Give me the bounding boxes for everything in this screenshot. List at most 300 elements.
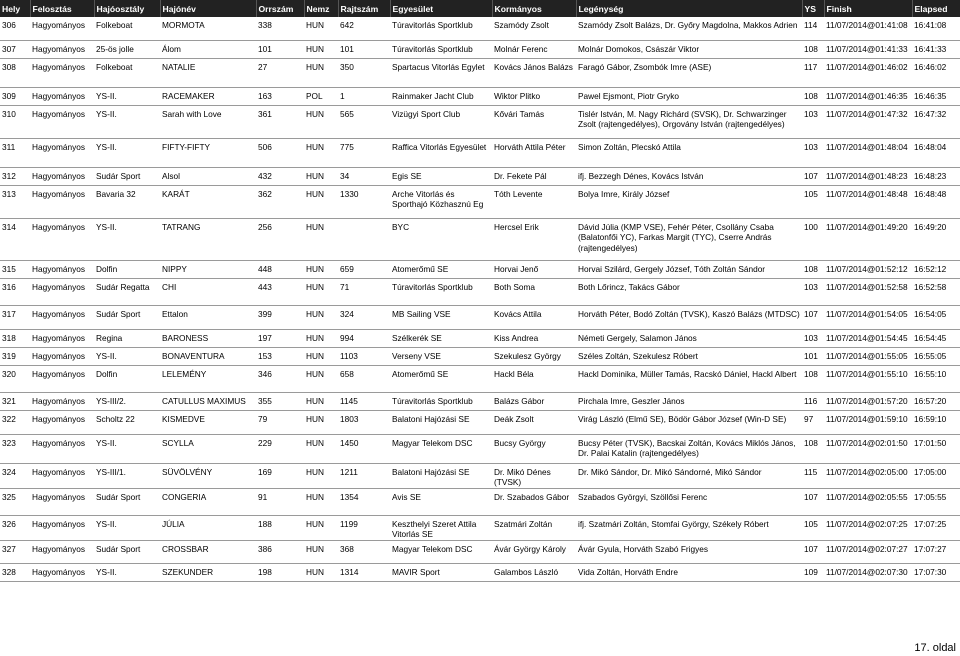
table-cell: 11/07/2014@01:59:10 bbox=[826, 413, 908, 424]
table-cell: Raffica Vitorlás Egyesület bbox=[392, 141, 487, 152]
table-cell: HUN bbox=[306, 413, 324, 424]
table-cell: Szamódy Zsolt Balázs, Dr. Győry Magdolna, Makkos Adrien bbox=[578, 20, 798, 30]
table-cell: 198 bbox=[258, 566, 272, 577]
table-cell: 108 bbox=[804, 43, 818, 54]
table-cell: 658 bbox=[340, 368, 354, 379]
table-cell: 775 bbox=[340, 141, 354, 152]
table-cell: Magyar Telekom DSC bbox=[392, 543, 473, 554]
table-cell: Virág László (Elmű SE), Bödör Gábor József (Win-D SE) bbox=[578, 413, 787, 424]
table-row bbox=[0, 17, 960, 40]
table-cell: 107 bbox=[804, 491, 818, 502]
table-cell: YS-II. bbox=[96, 518, 117, 529]
table-cell: SZEKUNDER bbox=[162, 566, 214, 577]
table-row bbox=[0, 167, 960, 185]
table-cell: HUN bbox=[306, 170, 324, 181]
table-cell: HUN bbox=[306, 395, 324, 406]
table-cell: Deák Zsolt bbox=[494, 413, 534, 424]
table-cell: YS-II. bbox=[96, 90, 117, 101]
table-cell: Horváth Péter, Bodó Zoltán (TVSK), Kaszó Balázs (MTDSC) bbox=[578, 308, 800, 319]
table-row bbox=[0, 463, 960, 488]
table-cell: 327 bbox=[2, 543, 16, 554]
column-header: Kormányos bbox=[492, 0, 576, 17]
table-cell: HUN bbox=[306, 20, 324, 30]
table-row bbox=[0, 365, 960, 392]
table-cell: HUN bbox=[306, 281, 324, 292]
table-cell: 103 bbox=[804, 108, 818, 119]
column-header: Legénység bbox=[576, 0, 802, 17]
table-cell: Szatmári Zoltán bbox=[494, 518, 553, 529]
table-cell: 11/07/2014@02:05:00 bbox=[826, 466, 908, 477]
table-cell: Arche Vitorlás és Sporthajó Közhasznú Eg bbox=[392, 188, 484, 209]
table-cell: Dolfin bbox=[96, 368, 118, 379]
table-cell: 317 bbox=[2, 308, 16, 319]
table-row bbox=[0, 185, 960, 218]
table-row bbox=[0, 540, 960, 563]
table-cell: Atomerőmű SE bbox=[392, 368, 449, 379]
table-cell: ifj. Szatmári Zoltán, Stomfai György, Székely Róbert bbox=[578, 518, 769, 529]
table-cell: 319 bbox=[2, 350, 16, 361]
table-cell: 1211 bbox=[340, 466, 358, 477]
table-cell: 17:07:30 bbox=[914, 566, 947, 577]
table-cell: Álom bbox=[162, 43, 181, 54]
table-cell: 1330 bbox=[340, 188, 359, 199]
table-cell: HUN bbox=[306, 263, 324, 274]
table-cell: 16:54:45 bbox=[914, 332, 947, 343]
table-row bbox=[0, 87, 960, 105]
table-cell: Spartacus Vitorlás Egylet bbox=[392, 61, 485, 72]
table-cell: 642 bbox=[340, 20, 354, 30]
table-row bbox=[0, 260, 960, 278]
table-cell: Hagyományos bbox=[32, 413, 86, 424]
table-cell: 448 bbox=[258, 263, 272, 274]
table-cell: Hagyományos bbox=[32, 566, 86, 577]
table-cell: Both Lőrincz, Takács Gábor bbox=[578, 281, 680, 292]
table-cell: Szamódy Zsolt bbox=[494, 20, 549, 30]
table-cell: Faragó Gábor, Zsombók Imre (ASE) bbox=[578, 61, 712, 72]
table-cell: POL bbox=[306, 90, 323, 101]
table-cell: Tislér István, M. Nagy Richárd (SVSK), Dr. Schwarzinger Zsolt (rajtengedélyes), Orgovány István (rajtengedélyes) bbox=[578, 108, 787, 129]
table-cell: 307 bbox=[2, 43, 16, 54]
table-cell: 368 bbox=[340, 543, 354, 554]
table-cell: Ávár Gyula, Horváth Szabó Frigyes bbox=[578, 543, 709, 554]
table-cell: Túravitorlás Sportklub bbox=[392, 20, 473, 30]
table-row bbox=[0, 138, 960, 167]
table-cell: RACEMAKER bbox=[162, 90, 215, 101]
table-cell: Túravitorlás Sportklub bbox=[392, 43, 473, 54]
table-cell: CONGERIA bbox=[162, 491, 207, 502]
table-cell: 17:01:50 bbox=[914, 437, 947, 448]
table-cell: 16:59:10 bbox=[914, 413, 947, 424]
table-cell: 103 bbox=[804, 281, 818, 292]
table-cell: 361 bbox=[258, 108, 272, 119]
table-cell: 324 bbox=[2, 466, 16, 477]
page-number: 17. oldal bbox=[914, 642, 956, 654]
table-row bbox=[0, 410, 960, 434]
table-cell: 311 bbox=[2, 141, 16, 152]
table-cell: Hagyományos bbox=[32, 543, 86, 554]
table-cell: 105 bbox=[804, 188, 818, 199]
table-cell: Ávár György Károly bbox=[494, 543, 566, 554]
table-cell: Dr. Mikó Dénes (TVSK) bbox=[494, 466, 551, 487]
table-cell: 11/07/2014@01:41:08 bbox=[826, 20, 908, 30]
table-cell: Tóth Levente bbox=[494, 188, 543, 199]
table-cell: LELEMÉNY bbox=[162, 368, 207, 379]
table-cell: 97 bbox=[804, 413, 814, 424]
table-cell: 188 bbox=[258, 518, 272, 529]
table-cell: Túravitorlás Sportklub bbox=[392, 395, 473, 406]
table-cell: YS-II. bbox=[96, 141, 117, 152]
table-cell: Túravitorlás Sportklub bbox=[392, 281, 473, 292]
table-cell: 994 bbox=[340, 332, 354, 343]
table-cell: 320 bbox=[2, 368, 16, 379]
table-cell: 326 bbox=[2, 518, 16, 529]
table-cell: 1 bbox=[340, 90, 345, 101]
table-cell: 316 bbox=[2, 281, 16, 292]
table-cell: Hagyományos bbox=[32, 170, 86, 181]
table-cell: KARÁT bbox=[162, 188, 190, 199]
table-cell: 105 bbox=[804, 518, 818, 529]
table-cell: 323 bbox=[2, 437, 16, 448]
table-cell: 11/07/2014@02:07:25 bbox=[826, 518, 908, 529]
table-cell: Folkeboat bbox=[96, 61, 133, 72]
table-cell: 16:52:58 bbox=[914, 281, 947, 292]
table-cell: Balázs Gábor bbox=[494, 395, 545, 406]
table-cell: Szekulesz György bbox=[494, 350, 561, 361]
table-cell: SÜVÖLVÉNY bbox=[162, 466, 213, 477]
table-cell: Egis SE bbox=[392, 170, 422, 181]
table-cell: 1103 bbox=[340, 350, 358, 361]
table-cell: Molnár Domokos, Császár Viktor bbox=[578, 43, 700, 54]
table-cell: 103 bbox=[804, 141, 818, 152]
table-cell: 114 bbox=[804, 20, 818, 30]
table-cell: Sudár Regatta bbox=[96, 281, 150, 292]
table-cell: 109 bbox=[804, 566, 818, 577]
table-cell: 101 bbox=[804, 350, 818, 361]
table-cell: Bolya Imre, Király József bbox=[578, 188, 670, 199]
column-header: Nemz bbox=[304, 0, 338, 17]
table-cell: 17:07:27 bbox=[914, 543, 947, 554]
table-cell: 312 bbox=[2, 170, 16, 181]
table-cell: 11/07/2014@01:57:20 bbox=[826, 395, 908, 406]
table-cell: Bucsy Péter (TVSK), Bacskai Zoltán, Kovács Miklós János, Dr. Palai Katalin (rajtengedélyes) bbox=[578, 437, 796, 458]
table-cell: 11/07/2014@01:55:10 bbox=[826, 368, 908, 379]
table-cell: Hagyományos bbox=[32, 263, 86, 274]
table-cell: 11/07/2014@01:55:05 bbox=[826, 350, 908, 361]
table-cell: HUN bbox=[306, 188, 324, 199]
table-cell: Hackl Dominika, Müller Tamás, Racskó Dániel, Hackl Albert bbox=[578, 368, 797, 379]
table-cell: HUN bbox=[306, 368, 324, 379]
table-cell: 107 bbox=[804, 170, 818, 181]
table-cell: 1803 bbox=[340, 413, 359, 424]
table-cell: 11/07/2014@01:52:58 bbox=[826, 281, 908, 292]
table-cell: YS-II. bbox=[96, 437, 117, 448]
table-cell: CATULLUS MAXIMUS bbox=[162, 395, 246, 406]
table-cell: Vida Zoltán, Horváth Endre bbox=[578, 566, 678, 577]
table-row bbox=[0, 434, 960, 463]
table-cell: 328 bbox=[2, 566, 16, 577]
table-cell: 386 bbox=[258, 543, 272, 554]
table-cell: 318 bbox=[2, 332, 16, 343]
table-cell: 11/07/2014@01:49:20 bbox=[826, 221, 908, 232]
table-cell: 16:57:20 bbox=[914, 395, 947, 406]
column-header: Rajtszám bbox=[338, 0, 390, 17]
table-cell: Both Soma bbox=[494, 281, 536, 292]
table-cell: Hagyományos bbox=[32, 281, 86, 292]
table-cell: HUN bbox=[306, 518, 324, 529]
table-cell: KISMEDVE bbox=[162, 413, 205, 424]
table-row bbox=[0, 488, 960, 515]
table-row bbox=[0, 347, 960, 365]
table-cell: 11/07/2014@01:48:48 bbox=[826, 188, 908, 199]
table-cell: Széles Zoltán, Szekulesz Róbert bbox=[578, 350, 698, 361]
table-cell: Hagyományos bbox=[32, 350, 86, 361]
table-cell: 197 bbox=[258, 332, 272, 343]
column-header: Orrszám bbox=[256, 0, 304, 17]
table-cell: HUN bbox=[306, 141, 324, 152]
table-cell: Avis SE bbox=[392, 491, 421, 502]
table-cell: 506 bbox=[258, 141, 272, 152]
table-cell: Szélkerék SE bbox=[392, 332, 442, 343]
table-cell: HUN bbox=[306, 61, 324, 72]
table-cell: 16:41:33 bbox=[914, 43, 947, 54]
column-header: Egyesület bbox=[390, 0, 492, 17]
table-cell: Galambos László bbox=[494, 566, 559, 577]
table-cell: Dr. Fekete Pál bbox=[494, 170, 547, 181]
table-cell: Kővári Tamás bbox=[494, 108, 545, 119]
table-cell: 565 bbox=[340, 108, 354, 119]
table-cell: 325 bbox=[2, 491, 16, 502]
table-cell: 11/07/2014@01:47:32 bbox=[826, 108, 908, 119]
table-cell: 153 bbox=[258, 350, 272, 361]
table-cell: 16:48:48 bbox=[914, 188, 947, 199]
table-cell: HUN bbox=[306, 466, 324, 477]
table-cell: BONAVENTURA bbox=[162, 350, 225, 361]
table-cell: 11/07/2014@01:54:05 bbox=[826, 308, 908, 319]
table-cell: 71 bbox=[340, 281, 350, 292]
table-cell: 256 bbox=[258, 221, 272, 232]
table-cell: 108 bbox=[804, 368, 818, 379]
table-cell: 108 bbox=[804, 90, 818, 101]
table-cell: 11/07/2014@02:05:55 bbox=[826, 491, 908, 502]
table-cell: 16:46:35 bbox=[914, 90, 947, 101]
table-row bbox=[0, 329, 960, 347]
table-cell: Rainmaker Jacht Club bbox=[392, 90, 474, 101]
table-cell: Balatoni Hajózási SE bbox=[392, 466, 470, 477]
table-cell: 16:48:04 bbox=[914, 141, 947, 152]
table-cell: NIPPY bbox=[162, 263, 187, 274]
table-cell: 322 bbox=[2, 413, 16, 424]
table-cell: 308 bbox=[2, 61, 16, 72]
table-cell: Kovács Attila bbox=[494, 308, 542, 319]
table-cell: 116 bbox=[804, 395, 818, 406]
table-cell: FIFTY-FIFTY bbox=[162, 141, 211, 152]
table-cell: Ettalon bbox=[162, 308, 188, 319]
table-cell: HUN bbox=[306, 350, 324, 361]
table-cell: 313 bbox=[2, 188, 16, 199]
table-row bbox=[0, 105, 960, 138]
table-cell: MORMOTA bbox=[162, 20, 205, 30]
table-cell: Simon Zoltán, Plecskó Attila bbox=[578, 141, 681, 152]
table-cell: 11/07/2014@02:07:27 bbox=[826, 543, 908, 554]
table-cell: 11/07/2014@01:46:35 bbox=[826, 90, 908, 101]
table-cell: 432 bbox=[258, 170, 272, 181]
table-cell: 16:46:02 bbox=[914, 61, 947, 72]
table-cell: 1145 bbox=[340, 395, 358, 406]
table-cell: Hagyományos bbox=[32, 20, 86, 30]
table-row bbox=[0, 515, 960, 540]
table-cell: Pirchala Imre, Geszler János bbox=[578, 395, 685, 406]
table-cell: 338 bbox=[258, 20, 272, 30]
table-cell: Balatoni Hajózási SE bbox=[392, 413, 470, 424]
table-cell: Hagyományos bbox=[32, 221, 86, 232]
table-cell: 103 bbox=[804, 332, 818, 343]
table-cell: 362 bbox=[258, 188, 272, 199]
table-cell: Alsol bbox=[162, 170, 180, 181]
table-cell: HUN bbox=[306, 491, 324, 502]
table-cell: Bavaria 32 bbox=[96, 188, 136, 199]
table-cell: HUN bbox=[306, 221, 324, 232]
table-cell: Hagyományos bbox=[32, 368, 86, 379]
column-header: Hely bbox=[0, 0, 30, 17]
table-cell: HUN bbox=[306, 108, 324, 119]
table-cell: Hagyományos bbox=[32, 141, 86, 152]
table-cell: Horváth Attila Péter bbox=[494, 141, 566, 152]
table-cell: 163 bbox=[258, 90, 272, 101]
table-cell: 310 bbox=[2, 108, 16, 119]
table-cell: Sudár Sport bbox=[96, 308, 141, 319]
table-cell: 16:52:12 bbox=[914, 263, 947, 274]
table-cell: 17:05:00 bbox=[914, 466, 947, 477]
table-row bbox=[0, 218, 960, 260]
table-cell: 16:47:32 bbox=[914, 108, 947, 119]
table-cell: 16:55:05 bbox=[914, 350, 947, 361]
table-cell: Dr. Mikó Sándor, Dr. Mikó Sándorné, Mikó Sándor bbox=[578, 466, 762, 477]
table-cell: SCYLLA bbox=[162, 437, 194, 448]
table-cell: 324 bbox=[340, 308, 354, 319]
column-header: Finish bbox=[824, 0, 912, 17]
table-row bbox=[0, 58, 960, 87]
table-cell: HUN bbox=[306, 332, 324, 343]
table-cell: YS-II. bbox=[96, 108, 117, 119]
table-cell: HUN bbox=[306, 43, 324, 54]
table-cell: 11/07/2014@01:52:12 bbox=[826, 263, 908, 274]
table-cell: TATRANG bbox=[162, 221, 201, 232]
table-cell: 229 bbox=[258, 437, 272, 448]
table-cell: Verseny VSE bbox=[392, 350, 441, 361]
table-cell: MB Sailing VSE bbox=[392, 308, 451, 319]
table-cell: Hagyományos bbox=[32, 466, 86, 477]
table-cell: Hagyományos bbox=[32, 518, 86, 529]
table-cell: 659 bbox=[340, 263, 354, 274]
table-cell: 11/07/2014@01:46:02 bbox=[826, 61, 908, 72]
table-cell: YS-II. bbox=[96, 221, 117, 232]
table-cell: 17:05:55 bbox=[914, 491, 947, 502]
table-cell: 91 bbox=[258, 491, 268, 502]
table-cell: 27 bbox=[258, 61, 268, 72]
table-cell: Folkeboat bbox=[96, 20, 133, 30]
table-cell: Hagyományos bbox=[32, 395, 86, 406]
table-cell: 11/07/2014@02:01:50 bbox=[826, 437, 908, 448]
table-cell: 321 bbox=[2, 395, 16, 406]
column-header: Felosztás bbox=[30, 0, 94, 17]
table-cell: 350 bbox=[340, 61, 354, 72]
table-cell: 100 bbox=[804, 221, 818, 232]
table-row bbox=[0, 40, 960, 58]
table-cell: 101 bbox=[258, 43, 272, 54]
table-cell: YS-II. bbox=[96, 566, 117, 577]
table-cell: Hackl Béla bbox=[494, 368, 534, 379]
table-cell: Szabados Györgyi, Szöllősi Ferenc bbox=[578, 491, 708, 502]
table-cell: Kovács János Balázs bbox=[494, 61, 573, 72]
table-cell: 399 bbox=[258, 308, 272, 319]
table-cell: 108 bbox=[804, 437, 818, 448]
header-row bbox=[0, 0, 960, 17]
table-cell: 1354 bbox=[340, 491, 359, 502]
table-cell: MAVIR Sport bbox=[392, 566, 440, 577]
table-cell: 11/07/2014@01:48:23 bbox=[826, 170, 908, 181]
table-cell: YS-III/2. bbox=[96, 395, 126, 406]
table-cell: 314 bbox=[2, 221, 16, 232]
table-cell: Sudár Sport bbox=[96, 543, 141, 554]
table-cell: Dávid Júlia (KMP VSE), Fehér Péter, Csollány Csaba (Balatonfői YC), Farkas Margit (TYC), Cserre András (rajtengedélyes) bbox=[578, 221, 774, 253]
table-cell: BARONESS bbox=[162, 332, 209, 343]
table-cell: Hagyományos bbox=[32, 90, 86, 101]
table-cell: 1450 bbox=[340, 437, 359, 448]
table-cell: Németi Gergely, Salamon János bbox=[578, 332, 697, 343]
table-cell: Bucsy György bbox=[494, 437, 546, 448]
table-cell: Hercsel Erik bbox=[494, 221, 539, 232]
table-cell: 115 bbox=[804, 466, 818, 477]
table-cell: NATALIE bbox=[162, 61, 196, 72]
table-cell: Pawel Ejsmont, Piotr Gryko bbox=[578, 90, 679, 101]
table-cell: YS-III/1. bbox=[96, 466, 126, 477]
table-cell: ifj. Bezzegh Dénes, Kovács István bbox=[578, 170, 704, 181]
table-cell: CHI bbox=[162, 281, 177, 292]
table-cell: 34 bbox=[340, 170, 350, 181]
table-cell: 1314 bbox=[340, 566, 359, 577]
table-cell: 107 bbox=[804, 308, 818, 319]
table-cell: 107 bbox=[804, 543, 818, 554]
table-cell: 79 bbox=[258, 413, 268, 424]
table-cell: Molnár Ferenc bbox=[494, 43, 548, 54]
table-cell: 108 bbox=[804, 263, 818, 274]
column-header: Hajónév bbox=[160, 0, 256, 17]
table-cell: 306 bbox=[2, 20, 16, 30]
table-row bbox=[0, 392, 960, 410]
table-cell: Horvai Jenő bbox=[494, 263, 539, 274]
table-cell: Sarah with Love bbox=[162, 108, 222, 119]
table-cell: HUN bbox=[306, 437, 324, 448]
table-cell: 25-ös jolle bbox=[96, 43, 134, 54]
table-cell bbox=[338, 218, 390, 260]
table-cell: Keszthelyi Szeret Attila Vitorlás SE bbox=[392, 518, 477, 539]
table-cell: HUN bbox=[306, 566, 324, 577]
table-cell: 11/07/2014@01:54:45 bbox=[826, 332, 908, 343]
table-cell: HUN bbox=[306, 308, 324, 319]
table-cell: Hagyományos bbox=[32, 332, 86, 343]
table-row bbox=[0, 563, 960, 581]
table-cell: Hagyományos bbox=[32, 188, 86, 199]
results-body bbox=[0, 17, 960, 581]
table-cell: Sudár Sport bbox=[96, 491, 141, 502]
table-cell: 11/07/2014@01:48:04 bbox=[826, 141, 908, 152]
table-cell: 443 bbox=[258, 281, 272, 292]
table-cell: Atomerőmű SE bbox=[392, 263, 449, 274]
table-cell: Scholtz 22 bbox=[96, 413, 135, 424]
table-cell: Dolfin bbox=[96, 263, 118, 274]
table-cell: 309 bbox=[2, 90, 16, 101]
table-cell: Horvai Szilárd, Gergely József, Tóth Zoltán Sándor bbox=[578, 263, 766, 274]
